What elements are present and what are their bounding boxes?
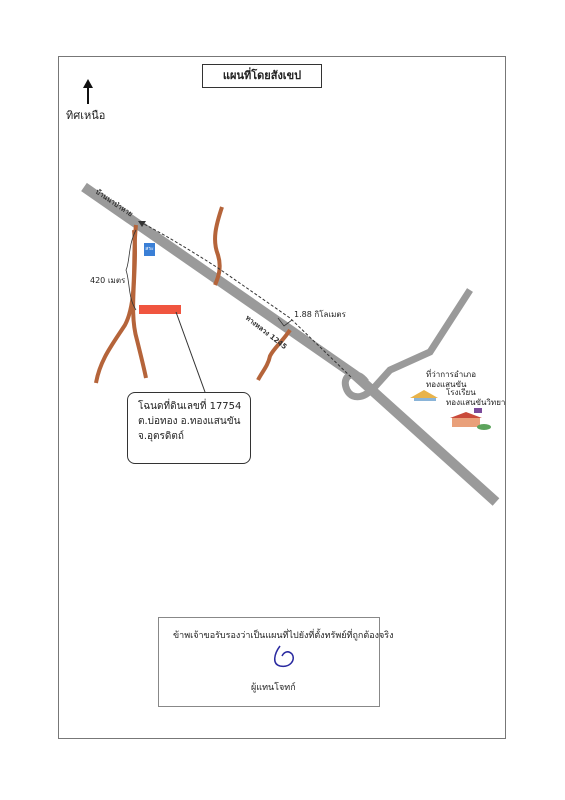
district-office-label bbox=[426, 370, 476, 390]
school-line1: โรงเรียน bbox=[446, 388, 476, 397]
school-icon bbox=[450, 408, 491, 430]
certification-statement: ข้าพเจ้าขอรับรองว่าเป็นแผนที่ไปยังที่ตั้งทรัพย์ที่ถูกต้องจริง bbox=[173, 631, 394, 641]
district-office-icon bbox=[410, 390, 438, 401]
land-parcel bbox=[139, 305, 181, 314]
callout-leader bbox=[176, 312, 205, 392]
north-label: ทิศเหนือ bbox=[66, 109, 106, 122]
north-arrow-icon bbox=[83, 79, 93, 104]
distance-label-188: 1.88 กิโลเมตร bbox=[294, 310, 346, 319]
pool-marker: สระ bbox=[144, 243, 155, 256]
road-label-left: บ้านนาป่าหาย bbox=[94, 187, 135, 219]
callout-province: จ.อุตรดิตถ์ bbox=[138, 431, 184, 442]
district-office-line1: ที่ว่าการอำเภอ bbox=[426, 370, 476, 379]
school-label bbox=[446, 388, 505, 408]
callout-subdistrict: ต.บ่อทอง อ.ทองแสนขัน bbox=[138, 416, 241, 427]
land-deed-callout bbox=[127, 392, 251, 464]
callout-deed-number: โฉนดที่ดินเลขที่ 17754 bbox=[138, 401, 242, 412]
certification-box bbox=[158, 617, 394, 707]
map-title: แผนที่โดยสังเขป bbox=[202, 64, 322, 88]
school-line2: ทองแสนขันวิทยา bbox=[446, 398, 506, 407]
district-office-line2: ทองแสนขัน bbox=[426, 380, 467, 389]
distance-label-420: 420 เมตร bbox=[90, 276, 126, 285]
highway-label: ทางหลวง 1245 bbox=[243, 313, 289, 352]
certification-role: ผู้แทนโจทก์ bbox=[251, 683, 296, 693]
